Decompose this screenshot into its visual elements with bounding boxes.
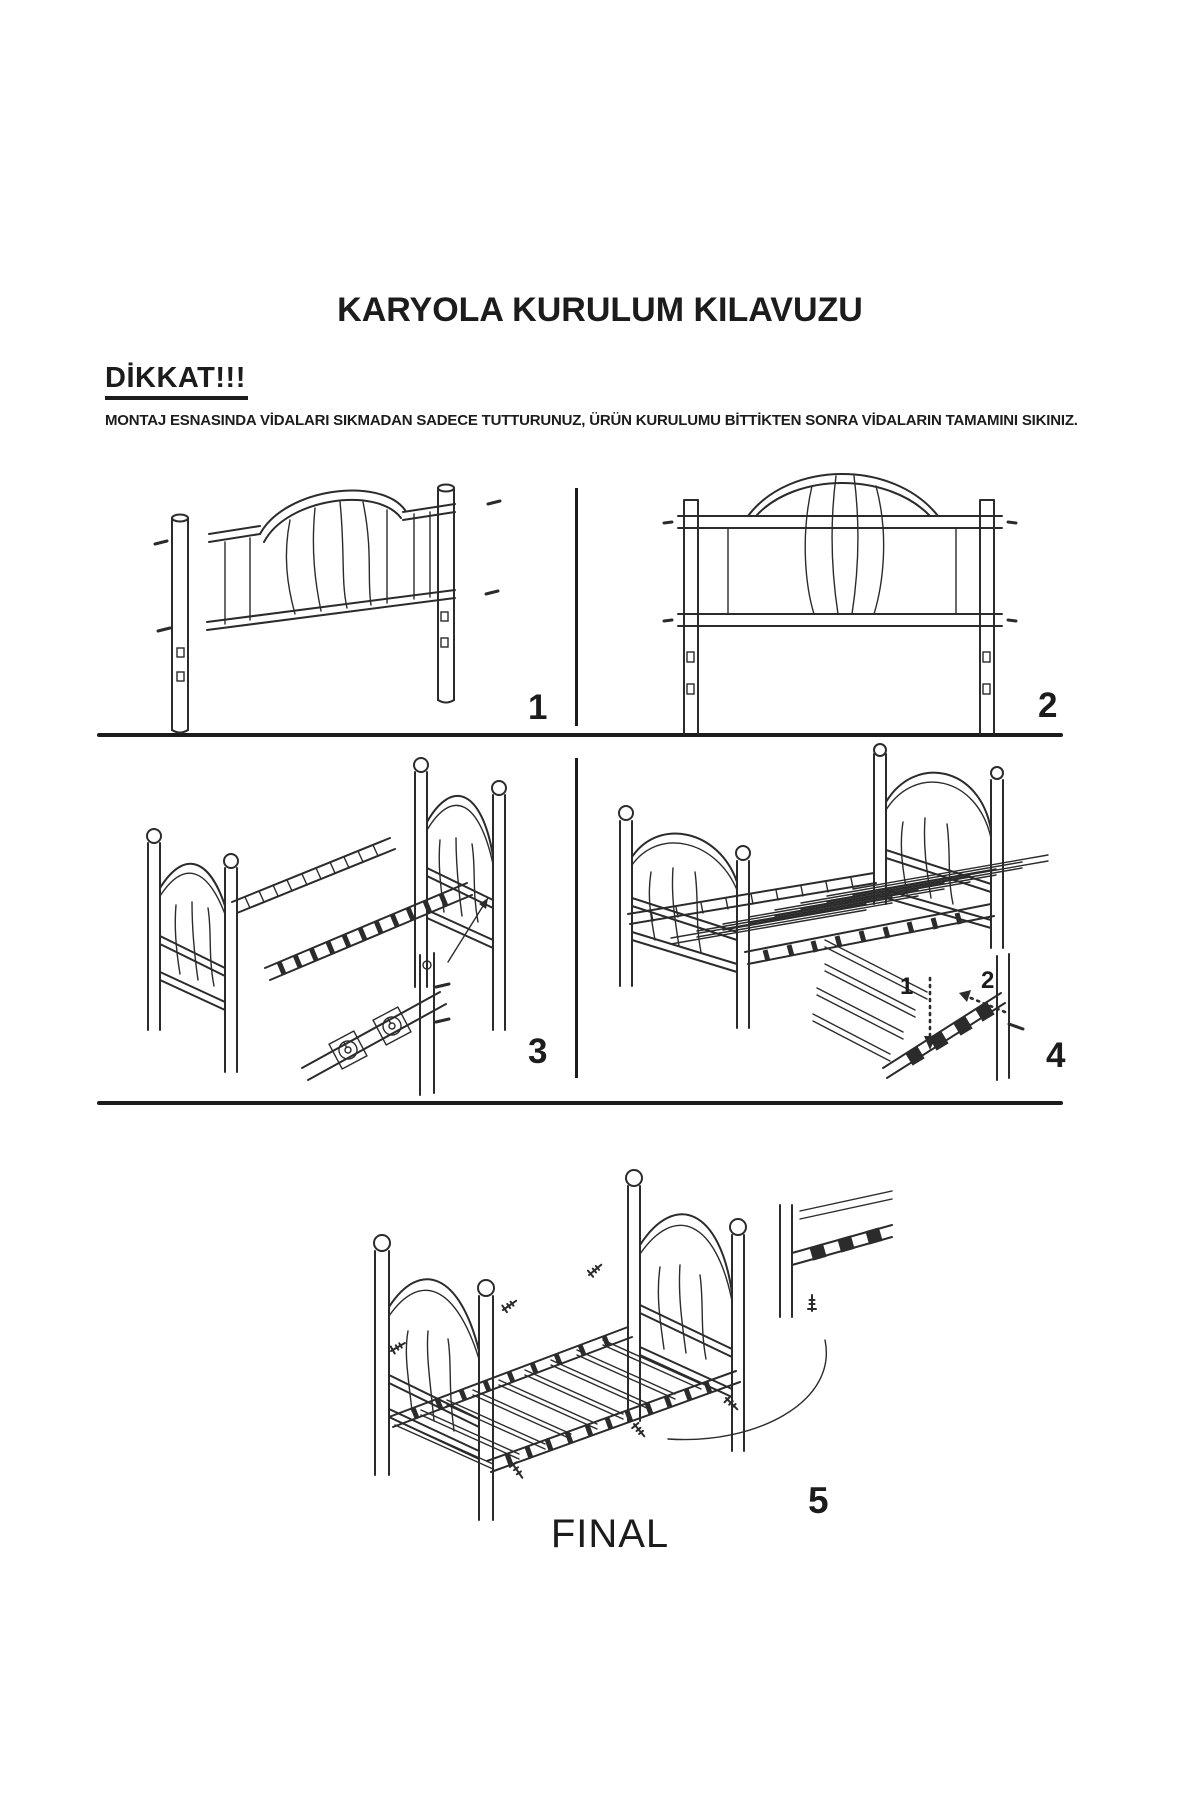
page-title: KARYOLA KURULUM KILAVUZU	[337, 291, 863, 329]
step-4-number: 4	[1046, 1036, 1066, 1075]
footboard-drawing	[619, 806, 750, 1028]
divider-step1-step2	[575, 488, 578, 726]
step-2-figure-headboard-assembled	[600, 438, 1085, 738]
step-3-figure-side-rails	[100, 750, 572, 1098]
warning-heading: DİKKAT!!!	[105, 362, 248, 400]
step-5-number: 5	[808, 1480, 829, 1521]
final-caption: FINAL	[550, 1512, 670, 1556]
step-1-number: 1	[528, 688, 548, 727]
left-post-drawing	[172, 515, 188, 733]
headboard-drawing	[414, 758, 506, 1030]
step-1-figure-headboard-exploded	[125, 450, 575, 735]
headboard-rails-drawing	[664, 516, 1016, 626]
side-rail-lower-drawing	[265, 883, 472, 980]
inset-arrow2-label: 2	[981, 967, 995, 994]
footboard-drawing	[147, 829, 238, 1072]
side-rail-upper-drawing	[232, 838, 395, 913]
step-2-number: 2	[1038, 686, 1058, 725]
footboard-drawing	[374, 1235, 494, 1520]
divider-row2	[97, 1101, 1063, 1105]
slat-inset-detail	[813, 940, 1023, 1080]
right-post-drawing	[438, 485, 454, 703]
front-rail-drawing	[487, 1371, 740, 1472]
step-4-figure-slats	[585, 742, 1110, 1094]
inset-arrow1-label: 1	[900, 973, 914, 1000]
warning-text: MONTAJ ESNASINDA VİDALARI SIKMADAN SADECE TUTTURUNUZ, ÜRÜN KURULUMU BİTTİKTEN SONRA VİDALARIN TAMAMINI SIKINIZ.	[105, 412, 1078, 429]
headboard-panel-drawing	[207, 490, 455, 630]
headboard-legs-drawing	[684, 500, 994, 734]
headboard-arch-drawing	[728, 474, 956, 614]
divider-step3-step4	[575, 758, 578, 1078]
headboard-drawing	[626, 1170, 746, 1451]
step-3-number: 3	[528, 1032, 548, 1071]
